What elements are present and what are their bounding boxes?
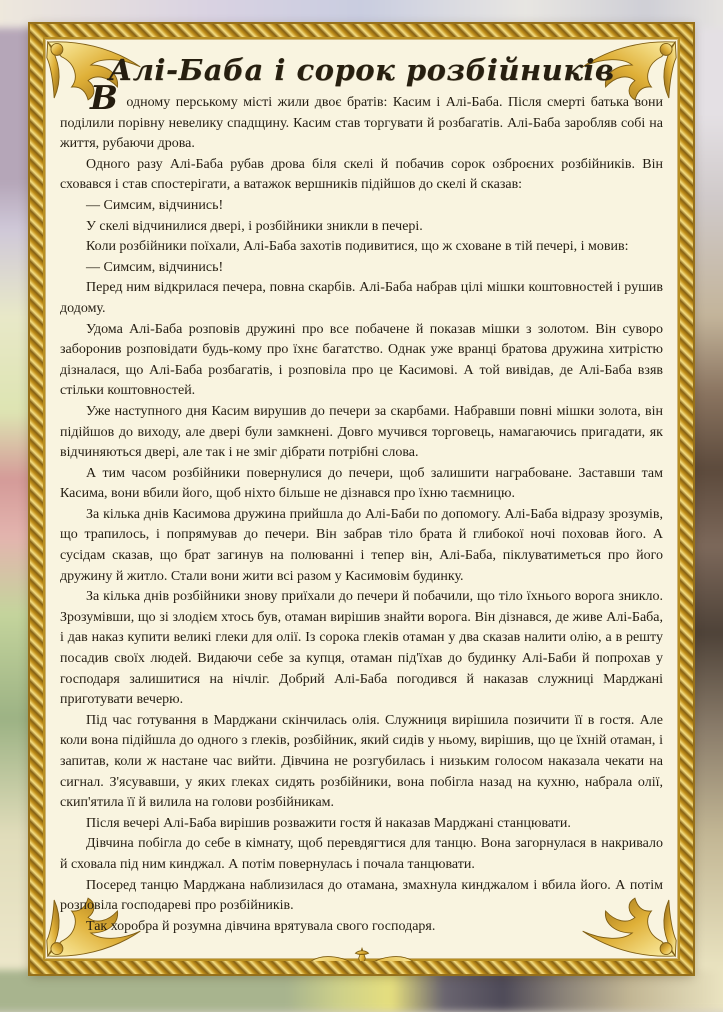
story-paragraph: За кілька днів Касимова дружина прийшла до Алі-Баби по допомогу. Алі-Баба відразу зрозумів, що трапилось, і попрямував до печери. Він забрав тіло брата й глибокої ночі поховав його. А сусідам сказав, що брат загинув на полюванні і тепер він, Алі-Баба, піклуватиметься про його дружину й житло. Стали вони жити всі разом у Касимовім будинку. [60, 506, 663, 584]
story-paragraph: Перед ним відкрилася печера, повна скарбів. Алі-Баба набрав цілі мішки коштовностей і рушив додому. [60, 280, 663, 316]
background-bottom-foliage [0, 970, 723, 1012]
story-paragraph: А тим часом розбійники повернулися до печери, щоб залишити награбоване. Заставши там Касима, вони вбили його, щоб ніхто більше не дізнався про їхню таємницю. [60, 465, 663, 502]
page-content [43, 37, 680, 961]
story-paragraph: Після вечері Алі-Баба вирішив розважити гостя й наказав Марджані станцювати. [86, 815, 571, 831]
story-paragraph: Коли розбійники поїхали, Алі-Баба захотів подивитися, що ж сховане в тій печері, і мовив: [86, 239, 629, 255]
story-paragraph: Дівчина побігла до себе в кімнату, щоб перевдягтися для танцю. Вона загорнулася в накривало й сховала під ним кинджал. А потім повернулась і почала танцювати. [60, 836, 663, 872]
drop-cap-initial: В [90, 78, 118, 117]
story-paragraph: В одному перському місті жили двоє братів: Касим і Алі-Баба. Після смерті батька вони поділили порівну невелику спадщину. Касим став торгувати й розбагатів. Алі-Баба заробляв собі на життя, рубаючи дрова. [60, 78, 663, 152]
story-paragraph: Так хоробра й розумна дівчина врятувала свого господаря. [86, 918, 436, 934]
story-paragraph: — Симсим, відчинись! [86, 197, 224, 213]
story-paragraph: Уже наступного дня Касим вирушив до печери за скарбами. Набравши повні мішки золота, він підійшов до виходу, але двері були замкнені. Довго мучився торговець, намагаючись пригадати, як відчиняються двері, але так і не зміг дібрати потрібні слова. [60, 403, 663, 461]
story-paragraph: У скелі відчинилися двері, і розбійники зникли в печері. [86, 218, 423, 234]
footer-fleuron-icon [278, 945, 446, 974]
story-paragraph: За кілька днів розбійники знову приїхали до печери й побачили, що тіло їхнього ворога зникло. Зрозумівши, що зі злодієм хтось був, отаман вирішив знайти ворога. Він дізнався, де живе Алі-Баба, і дав наказ купити великі глеки для олії. Із сорока глеків отаман у два сказав налити олію, а в решту посадив своїх людей. Видаючи себе за купця, отаман під'їхав до будинку Алі-Баби й попрохав у господаря залишитися на нічліг. Добрий Алі-Баба погодився й наказав служниці Марджані приготувати вечерю. [60, 589, 663, 708]
story-paragraph: Під час готування в Марджани скінчилась олія. Служниця вирішила позичити її в гостя. Але коли вона підійшла до одного з глеків, розбійник, який сидів у ньому, вирішив, що це їхній отаман, і запитав, коли ж настане час вийти. Дівчина не розгубилась і низьким голосом наказала чекати на сигнал. З'ясувавши, у яких глеках сидять розбійники, вона побігла назад на кухню, набрала олії, скип'ятила її й вилила на голови розбійникам. [60, 712, 663, 811]
story-paragraph: Посеред танцю Марджана наблизилася до отамана, змахнула кинджалом і вбила його. А потім розповіла господареві про розбійників. [60, 877, 663, 914]
story-paragraph: Удома Алі-Баба розповів дружині про все побачене й показав мішки з золотом. Він суворо заборонив розповідати будь-кому про їхнє багатство. Однак уже вранці братова дружина хитрістю дізналася, що Алі-Баба розбагатів, і розповіла про це Касимові. А той вивідав, де Алі-Баба взяв стільки коштовностей. [60, 321, 663, 399]
story-text [60, 78, 663, 937]
page-frame [30, 24, 693, 974]
story-paragraph: — Симсим, відчинись! [86, 259, 224, 275]
story-paragraph: Одного разу Алі-Баба рубав дрова біля скелі й побачив сорок озброєних розбійників. Він сховався і став спостерігати, а ватажок вершників підійшов до скелі й сказав: [60, 156, 663, 193]
page-title: Алі-Баба і сорок розбійників [108, 53, 615, 87]
